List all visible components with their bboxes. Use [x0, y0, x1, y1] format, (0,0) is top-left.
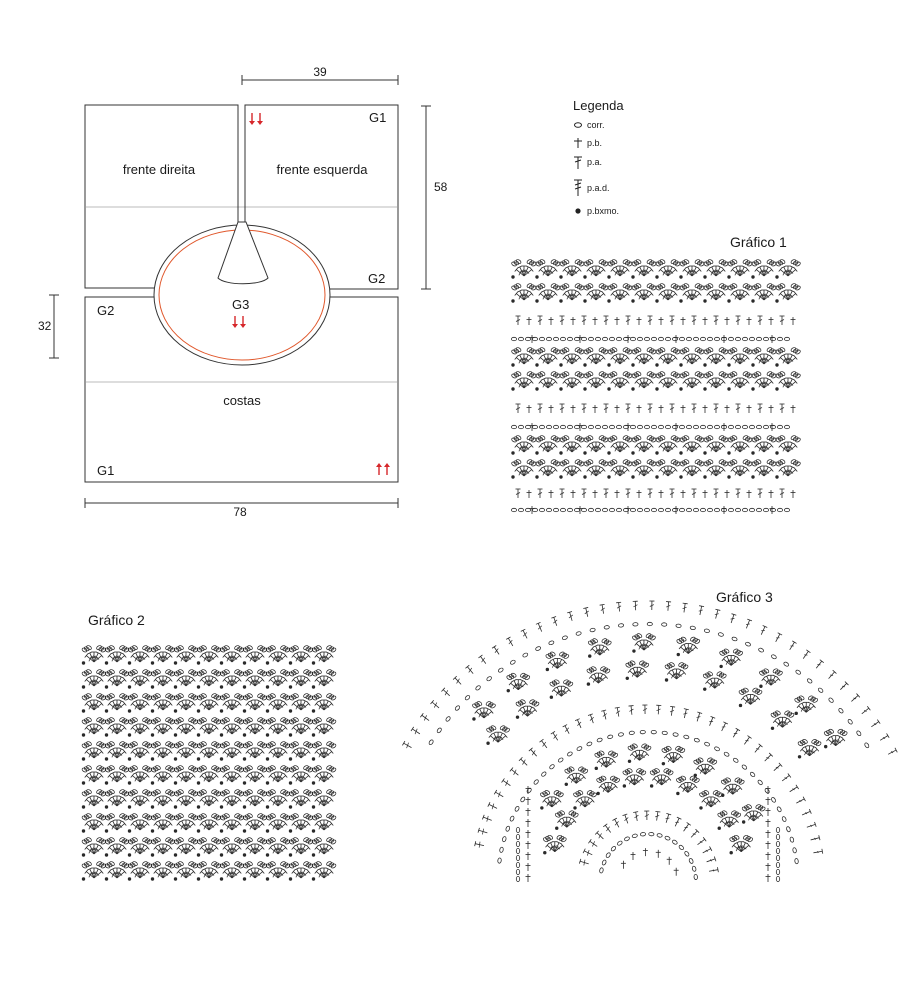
arrow-up-icon	[376, 463, 382, 475]
legend	[573, 98, 624, 216]
legend-item-label: p.a.d.	[587, 183, 610, 193]
legend-item-label: p.bxmo.	[587, 206, 620, 216]
arrow-down-icon	[249, 113, 255, 125]
grafico-2-title: Gráfico 2	[88, 612, 145, 628]
legend-title: Legenda	[573, 98, 624, 113]
dimension-width-total: 78	[233, 505, 247, 519]
label-g2-back: G2	[97, 303, 115, 318]
legend-double-crochet-icon	[574, 157, 582, 169]
stitch-chart-grafico-2	[81, 645, 336, 881]
label-g2-front: G2	[368, 271, 386, 286]
dimension-width-half: 39	[313, 65, 327, 79]
arrow-up-icon	[384, 463, 390, 475]
legend-item-label: corr.	[587, 120, 605, 130]
legend-single-crochet-icon	[574, 138, 582, 148]
label-g1-bottom: G1	[97, 463, 115, 478]
legend-item-label: p.a.	[587, 157, 603, 167]
dimension-height-back: 32	[38, 319, 52, 333]
legend-slip-stitch-icon	[575, 208, 580, 213]
label-g3-center: G3	[232, 297, 250, 312]
stitch-chart-grafico-1	[511, 259, 801, 514]
label-costas: costas	[223, 393, 261, 408]
grafico-1-title: Gráfico 1	[730, 234, 787, 250]
legend-chain-icon	[575, 123, 582, 128]
label-frente-direita: frente direita	[122, 162, 196, 177]
label-frente-esquerda: frente esquerda	[276, 162, 368, 177]
arrow-down-icon	[257, 113, 263, 125]
label-g1-top: G1	[369, 110, 387, 125]
legend-item-label: p.b.	[587, 138, 603, 148]
grafico-3-title: Gráfico 3	[716, 589, 773, 605]
legend-treble-crochet-icon	[574, 180, 582, 196]
stitch-chart-grafico-3	[402, 601, 897, 882]
dimension-height-front: 58	[434, 180, 448, 194]
